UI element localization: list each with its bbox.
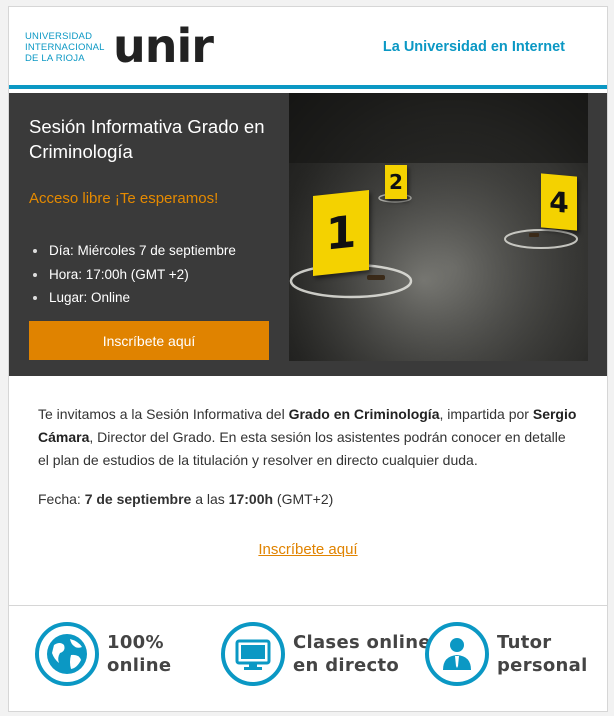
globe-icon [35,622,99,686]
evidence-marker-1: 1 [313,190,369,276]
event-details-list [29,239,236,310]
event-date-line: Fecha: 7 de septiembre a las 17:00h (GMT+2) [38,491,334,507]
feature-tutor: Tutor personal [425,622,588,686]
feature-live-classes: Clases online en directo [221,622,431,686]
register-button[interactable]: Inscríbete aquí [29,321,269,360]
unir-logo[interactable]: unir [113,19,213,73]
crime-scene-photo [289,93,588,361]
hero-banner [9,93,607,376]
evidence-marker-4: 4 [541,173,577,230]
event-time: Hora: 17:00h (GMT +2) [29,263,236,287]
intro-paragraph: Te invitamos a la Sesión Informativa del Grado en Criminología, impartida por Sergio Cámara, Director del Grado. En esta sesión los asistentes podrán conocer en detalle el plan de estudios de la titulación y resolver en directo cualquier duda. [38,406,577,468]
hero-title: Sesión Informativa Grado en Criminología [29,116,265,162]
header [9,7,607,89]
email-card [8,6,608,712]
feature-online: 100% online [35,622,171,686]
hero-subtitle: Acceso libre ¡Te esperamos! [29,190,219,207]
evidence-marker-2: 2 [385,165,407,199]
tagline: La Universidad en Internet [382,39,565,55]
tutor-icon [425,622,489,686]
event-place: Lugar: Online [29,286,236,310]
features-bar [9,605,607,711]
program-name: Grado en Criminología [288,406,440,422]
university-name-logo: UNIVERSIDAD INTERNACIONAL DE LA RIOJA [25,31,105,64]
speaker-name: Sergio Cámara [38,406,577,445]
event-day: Día: Miércoles 7 de septiembre [29,239,236,263]
register-link[interactable]: Inscríbete aquí [258,541,358,558]
monitor-icon [221,622,285,686]
